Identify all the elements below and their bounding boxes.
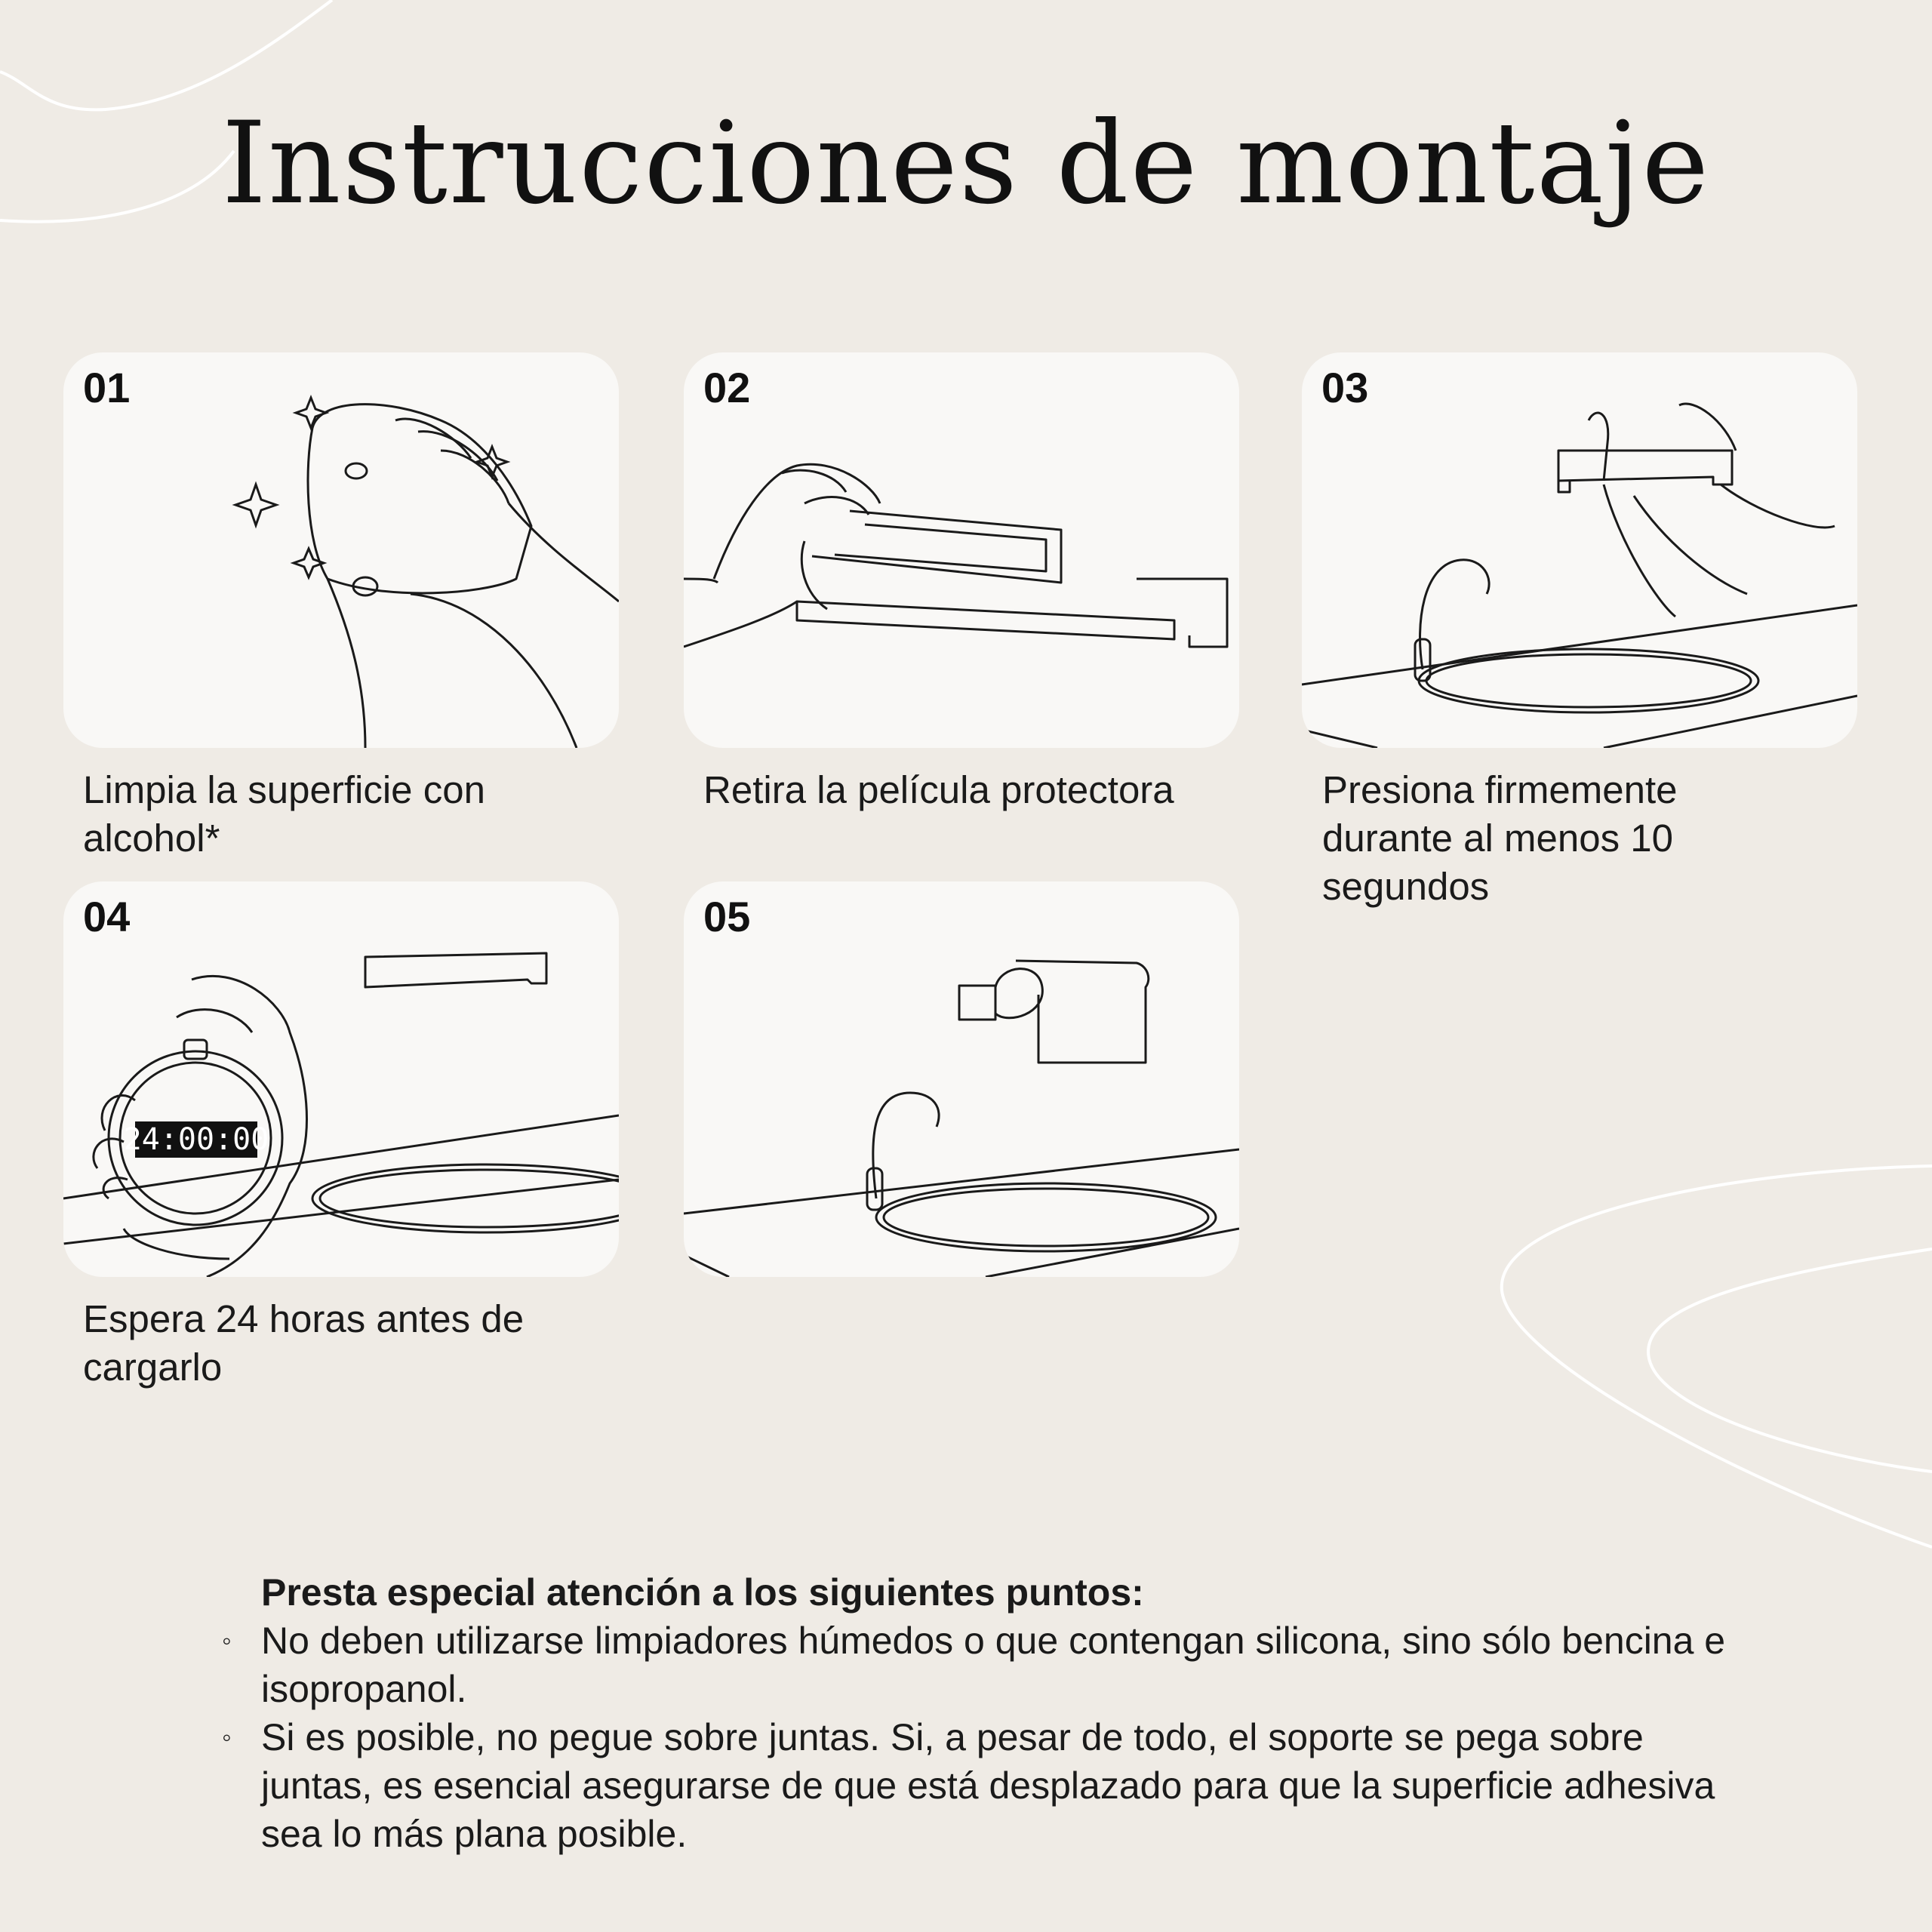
list-item bbox=[222, 1713, 1755, 1858]
page-title: Instrucciones de montaje bbox=[221, 98, 1711, 229]
step-number: 05 bbox=[703, 893, 751, 940]
notes-section bbox=[222, 1568, 1755, 1858]
wait-24-hours-illustration bbox=[63, 881, 619, 1277]
step-card-01 bbox=[63, 352, 619, 748]
step-caption-01: Limpia la superficie con alcohol* bbox=[83, 768, 485, 860]
notes-heading: Presta especial atención a los siguientes puntos: bbox=[261, 1571, 1144, 1614]
bullet-icon: ◦ bbox=[222, 1721, 232, 1752]
step-number: 02 bbox=[703, 364, 751, 411]
step-number: 03 bbox=[1321, 364, 1369, 411]
step-card-03 bbox=[1302, 352, 1857, 748]
step-caption-02: Retira la película protectora bbox=[703, 768, 1174, 811]
sparkle-icon bbox=[235, 485, 276, 525]
step-card-02 bbox=[684, 352, 1239, 748]
step-number: 04 bbox=[83, 893, 131, 940]
step-number: 01 bbox=[83, 364, 131, 411]
remove-film-illustration bbox=[684, 352, 1239, 748]
step-card-04 bbox=[63, 881, 619, 1277]
notes-list bbox=[222, 1617, 1755, 1858]
clean-surface-illustration bbox=[63, 352, 619, 748]
timer-digits: 24:00:00 bbox=[123, 1122, 269, 1157]
press-firmly-illustration bbox=[1302, 352, 1857, 748]
step-caption-03: Presiona firmemente durante al menos 10 segundos bbox=[1322, 768, 1678, 908]
list-item bbox=[222, 1617, 1755, 1713]
mounted-holder-illustration bbox=[684, 881, 1239, 1277]
step-caption-04: Espera 24 horas antes de cargarlo bbox=[83, 1297, 525, 1389]
step-card-05 bbox=[684, 881, 1239, 1277]
bullet-icon: ◦ bbox=[222, 1625, 232, 1656]
note-text: No deben utilizarse limpiadores húmedos o que contengan silicona, sino sólo bencina e isopropanol. bbox=[261, 1620, 1726, 1710]
note-text: Si es posible, no pegue sobre juntas. Si, a pesar de todo, el soporte se pega sobre juntas, es esencial asegurarse de que está desplazado para que la superficie adhesiva sea lo más plana posible. bbox=[261, 1716, 1715, 1855]
sparkle-icon bbox=[296, 398, 326, 428]
